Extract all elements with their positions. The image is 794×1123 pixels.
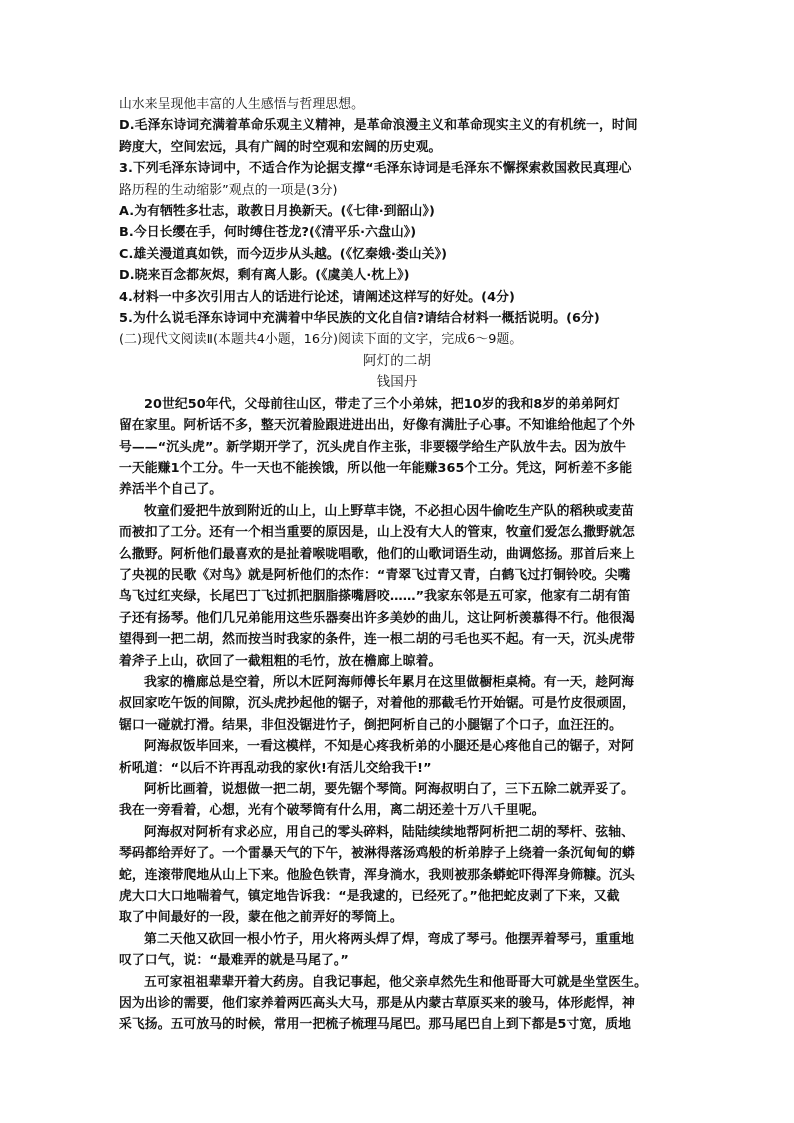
question-3: 3.下列毛泽东诗词中，不适合作为论据支撑“毛泽东诗词是毛泽东不懈探索救国救民真理心 [119, 161, 632, 177]
text-line: 跨度大，空间宏远，具有广阔的时空观和宏阔的历史观。 [119, 139, 442, 155]
paragraph-line: 鸟飞过红夹绿，长尾巴丁飞过抓把胭脂搽嘴唇咬……”我家东邻是五可家，他家有二胡有笛 [119, 589, 631, 605]
text-line: 山水来呈现他丰富的人生感悟与哲理思想。 [119, 97, 365, 112]
paragraph-line: 留在家里。阿析话不多，整天沉着脸跟进进出出，好像有满肚子心事。不知谁给他起了个外 [119, 418, 635, 434]
paragraph-line: 望得到一把二胡，然而按当时我家的条件，连一根二胡的弓毛也买不起。有一天，沉头虎带 [119, 632, 635, 648]
paragraph-line: 而被扣了工分。还有一个相当重要的原因是，山上没有大人的管束，牧童们爱怎么撒野就怎 [119, 525, 635, 541]
paragraph-line: 琴码都给弄好了。一个雷暴天气的下午，被淋得落汤鸡般的析弟脖子上绕着一条沉甸甸的蟒 [119, 846, 635, 862]
option-c: C.雄关漫道真如铁，而今迈步从头越。(《忆秦娥·娄山关》) [119, 246, 448, 262]
paragraph-line: 采飞扬。五可放马的时候，常用一把梳子梳理马尾巴。那马尾巴自上到下都是5寸宽，质地 [119, 1017, 631, 1033]
paragraph-line: 着斧子上山，砍回了一截粗粗的毛竹，放在檐廊上晾着。 [119, 653, 442, 669]
paragraph-line: 子还有扬琴。他们几兄弟能用这些乐器奏出许多美妙的曲儿，这让阿析羡慕得不行。他很渴 [119, 610, 635, 626]
section-heading: (二)现代文阅读Ⅱ(本题共4小题，16分)阅读下面的文字，完成6～9题。 [119, 332, 523, 348]
story-title: 阿灯的二胡 [363, 352, 431, 369]
paragraph-line: 因为出诊的需要，他们家养着两匹高头大马，那是从内蒙古草原买来的骏马，体形彪悍，神 [119, 996, 635, 1012]
story-author: 钱国丹 [376, 374, 418, 391]
paragraph-line: 么撒野。阿析他们最喜欢的是扯着喉咙唱歌，他们的山歌词语生动，曲调悠扬。那首后来上 [119, 546, 635, 562]
option-d: D.晓来百念都灰烬，剩有离人影。(《虞美人·枕上》) [119, 268, 410, 284]
paragraph-line: 我在一旁看着，心想，光有个破琴筒有什么用，离二胡还差十万八千里呢。 [119, 803, 545, 819]
paragraph-line: 20世纪50年代，父母前往山区，带走了三个小弟妹，把10岁的我和8岁的弟弟阿灯 [144, 396, 620, 412]
paragraph-line: 五可家祖祖辈辈开着大药房。自我记事起，他父亲卓然先生和他哥哥大可就是坐堂医生。 [144, 974, 647, 990]
option-d: D.毛泽东诗词充满着革命乐观主义精神，是革命浪漫主义和革命现实主义的有机统一，时间 [119, 118, 638, 134]
paragraph-line: 第二天他又砍回一根小竹子，用火将两头焊了焊，弯成了琴弓。他摆弄着琴弓，重重地 [144, 931, 635, 947]
document-page [119, 94, 675, 1036]
paragraph-line: 阿析比画着，说想做一把二胡，要先锯个琴筒。阿海叔明白了，三下五除二就弄妥了。 [144, 782, 635, 797]
paragraph-line: 一天能赚1个工分。牛一天也不能挨饿，所以他一年能赚365个工分。凭这，阿析差不多能 [119, 460, 633, 476]
text-line: 路历程的生动缩影”观点的一项是(3分) [119, 182, 338, 198]
paragraph-line: 号——“沉头虎”。新学期开学了，沉头虎自作主张，非要辍学给生产队放牛去。因为放牛 [119, 439, 627, 455]
question-4: 4.材料一中多次引用古人的话进行论述，请阐述这样写的好处。(4分) [119, 289, 515, 305]
paragraph-line: 阿海叔对阿析有求必应，用自己的零头碎料，陆陆续续地帮阿析把二胡的琴杆、弦轴、 [144, 824, 635, 840]
paragraph-line: 我家的檐廊总是空着，所以木匠阿海师傅长年累月在这里做橱柜桌椅。有一天，趁阿海 [144, 674, 635, 690]
paragraph-line: 锯口一碰就打滑。结果，非但没锯进竹子，倒把阿析自己的小腿锯了个口子，血汪汪的。 [119, 717, 622, 733]
paragraph-line: 牧童们爱把牛放到附近的山上，山上野草丰饶，不必担心因牛偷吃生产队的稻秧或麦苗 [144, 503, 635, 519]
paragraph-line: 蛇，连滚带爬地从山上下来。他脸色铁青，浑身淌水，我则被那条蟒蛇吓得浑身筛糠。沉头 [119, 867, 635, 883]
paragraph-line: 叹了口气，说：“最难弄的就是马尾了。” [119, 953, 349, 969]
paragraph-line: 析吼道：“以后不许再乱动我的家伙!有活儿交给我干!” [119, 760, 432, 776]
paragraph-line: 取了中间最好的一段，蒙在他之前弄好的琴筒上。 [119, 910, 403, 926]
question-5: 5.为什么说毛泽东诗词中充满着中华民族的文化自信?请结合材料一概括说明。(6分) [119, 311, 600, 327]
paragraph-line: 阿海叔饭毕回来，一看这模样，不知是心疼我析弟的小腿还是心疼他自己的锯子，对阿 [144, 739, 635, 755]
paragraph-line: 虎大口大口地喘着气，镇定地告诉我：“是我逮的，已经死了。”他把蛇皮剥了下来，又截 [119, 889, 620, 905]
option-b: B.今日长缨在手，何时缚住苍龙?(《清平乐·六盘山》) [119, 225, 417, 241]
paragraph-line: 养活半个自己了。 [119, 482, 223, 498]
paragraph-line: 了央视的民歌《对鸟》就是阿析他们的杰作：“青翠飞过青又青，白鹤飞过打铜铃咬。尖嘴 [119, 567, 631, 583]
paragraph-line: 叔回家吃午饭的间隙，沉头虎抄起他的锯子，对着他的那截毛竹开始锯。可是竹皮很顽固， [119, 696, 635, 712]
option-a: A.为有牺牲多壮志，敢教日月换新天。(《七律·到韶山》) [119, 204, 435, 220]
